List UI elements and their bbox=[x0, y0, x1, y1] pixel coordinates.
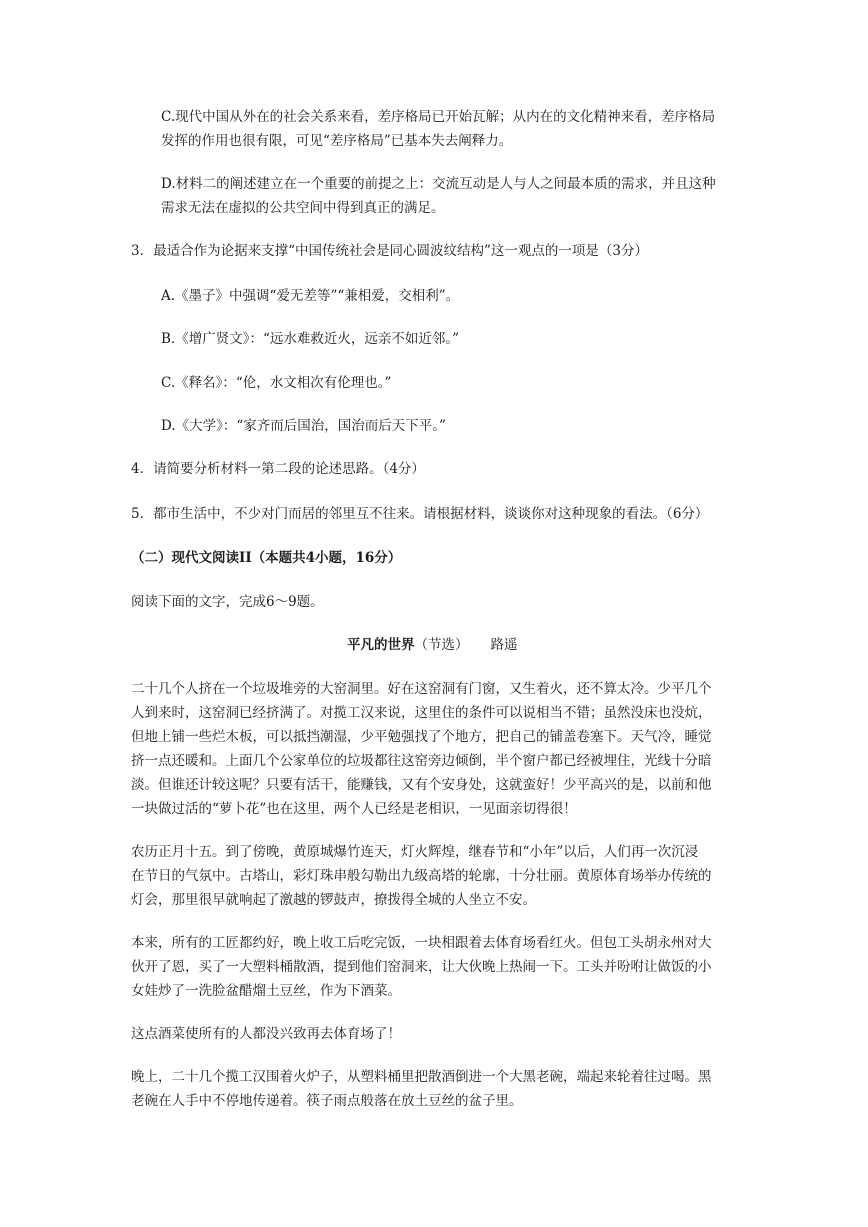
q4: 4．请简要分析材料一第二段的论述思路。（4分） bbox=[131, 461, 425, 477]
passage-p3-line-3: 女娃炒了一洗脸盆醋熘土豆丝，作为下酒菜。 bbox=[131, 983, 401, 999]
q5: 5．都市生活中，不少对门而居的邻里互不往来。请根据材料，谈谈你对这种现象的看法。（6分） bbox=[131, 506, 709, 522]
section-heading: （二）现代文阅读II（本题共4小题，16分） bbox=[131, 550, 402, 566]
passage-p3-line-1: 本来，所有的工匠都约好，晚上收工后吃完饭，一块相跟着去体育场看红火。但包工头胡永州对大 bbox=[131, 935, 712, 951]
passage-p2-line-1: 农历正月十五。到了傍晚，黄原城爆竹连天，灯火辉煌，继春节和“小年”以后，人们再一次沉浸 bbox=[131, 844, 699, 860]
passage-p4-line-1: 这点酒菜使所有的人都没兴致再去体育场了！ bbox=[131, 1026, 401, 1042]
passage-p1-line-5: 淡。但谁还计较这呢？只要有活干，能赚钱，又有个安身处，这就蛮好！少平高兴的是，以前和他 bbox=[131, 777, 712, 793]
q2-option-c-line-2: 发挥的作用也很有限，可见“差序格局”已基本失去阐释力。 bbox=[161, 133, 513, 149]
passage-p5-line-2: 老碗在人手中不停地传递着。筷子雨点般落在放土豆丝的盆子里。 bbox=[131, 1093, 523, 1109]
passage-p5-line-1: 晚上，二十几个揽工汉围着火炉子，从塑料桶里把散酒倒进一个大黑老碗，端起来轮着往过喝。黑 bbox=[131, 1069, 712, 1085]
passage-p1-line-4: 挤一点还暖和。上面几个公家单位的垃圾都往这窑旁边倾倒，半个窗户都已经被埋住，光线十分暗 bbox=[131, 753, 712, 769]
passage-p2-line-3: 灯会，那里很早就响起了激越的锣鼓声，撩拨得全城的人坐立不安。 bbox=[131, 892, 536, 908]
q3-option-d: D.《大学》：“家齐而后国治，国治而后天下平。” bbox=[161, 418, 446, 434]
passage-p2-line-2: 在节日的气氛中。古塔山，彩灯珠串般勾勒出九级高塔的轮廓，十分壮丽。黄原体育场举办传统的 bbox=[131, 868, 712, 884]
q3-stem: 3．最适合作为论据来支撑“中国传统社会是同心圆波纹结构”这一观点的一项是（3分） bbox=[131, 243, 648, 259]
passage-p1-line-3: 但地上铺一些烂木板，可以抵挡潮湿，少平勉强找了个地方，把自己的铺盖卷塞下。天气冷，睡觉 bbox=[131, 729, 712, 745]
passage-p3-line-2: 伙开了恩，买了一大塑料桶散酒，提到他们窑洞来，让大伙晚上热闹一下。工头并吩咐让做饭的小 bbox=[131, 959, 712, 975]
q2-option-c-line-1: C.现代中国从外在的社会关系来看，差序格局已开始瓦解；从内在的文化精神来看，差序格局 bbox=[161, 109, 716, 125]
passage-p1-line-6: 一块做过活的“萝卜花”也在这里，两个人已经是老相识，一见面亲切得很！ bbox=[131, 801, 577, 817]
q3-option-b: B.《增广贤文》：“远水难救近火，远亲不如近邻。” bbox=[161, 331, 460, 347]
section-instruction: 阅读下面的文字，完成6～9题。 bbox=[131, 594, 324, 610]
passage-p1-line-1: 二十几个人挤在一个垃圾堆旁的大窑洞里。好在这窑洞有门窗，又生着火，还不算太冷。少平几个 bbox=[131, 681, 712, 697]
q2-option-d-line-2: 需求无法在虚拟的公共空间中得到真正的满足。 bbox=[161, 200, 445, 216]
q3-option-a: A.《墨子》中强调“爱无差等”“兼相爱，交相利”。 bbox=[161, 288, 460, 304]
passage-title: 平凡的世界 bbox=[347, 637, 415, 653]
q2-option-d-line-1: D.材料二的阐述建立在一个重要的前提之上：交流互动是人与人之间最本质的需求，并且这种 bbox=[161, 176, 716, 192]
passage-author: 路遥 bbox=[490, 637, 518, 653]
passage-title-line bbox=[347, 636, 518, 654]
passage-title-note: （节选） bbox=[414, 637, 469, 653]
q3-option-c: C.《释名》：“伦，水文相次有伦理也。” bbox=[161, 375, 392, 391]
passage-p1-line-2: 人到来时，这窑洞已经挤满了。对揽工汉来说，这里住的条件可以说相当不错；虽然没床也没炕， bbox=[131, 705, 712, 721]
